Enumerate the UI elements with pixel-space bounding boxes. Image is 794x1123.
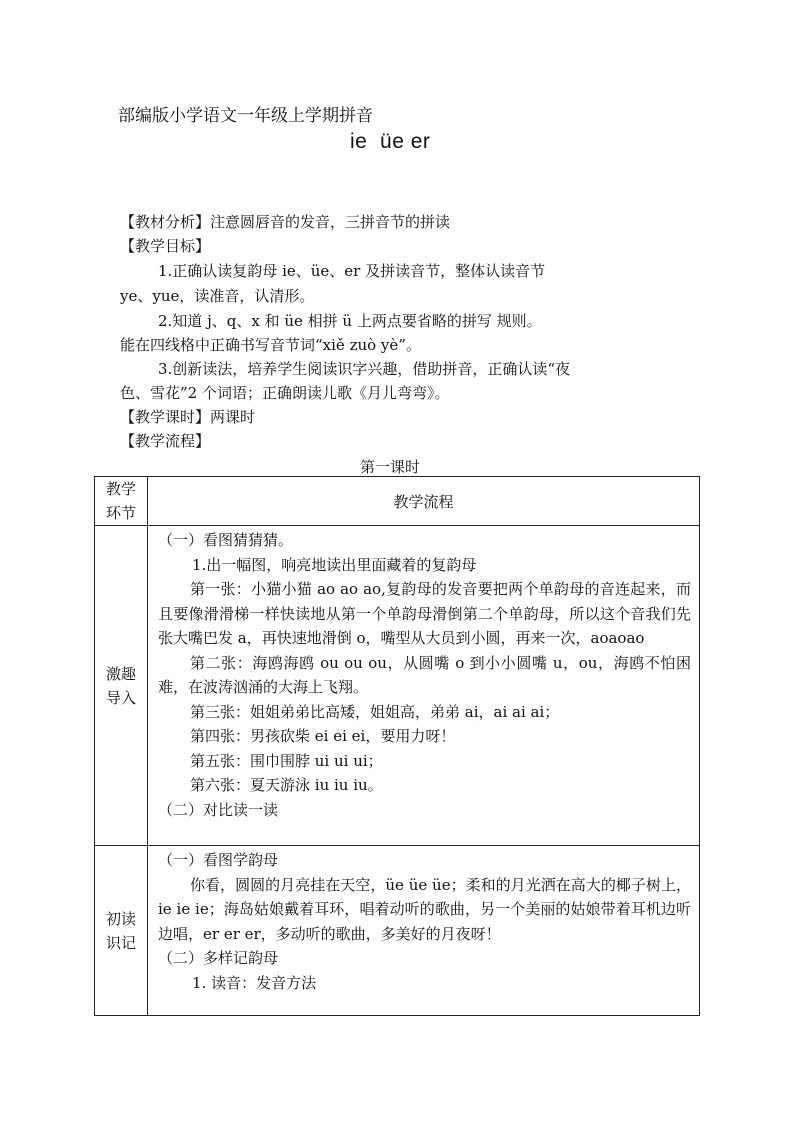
section-label-cell: [95, 846, 148, 1016]
content-line: 第三张：姐姐弟弟比高矮，姐姐高，弟弟 ai，ai ai ai；: [190, 702, 560, 721]
column-header-process-label: 教学流程: [393, 492, 454, 511]
column-header-stage-label: 教学 环节: [105, 480, 136, 522]
goal-1-line-a: 1.正确认读复韵母 ie、üe、er 及拼读音节，整体认读音节: [158, 262, 546, 280]
content-line: 第五张：围巾围脖 ui ui ui；: [190, 751, 383, 770]
lesson-label: 第一课时: [360, 458, 421, 476]
goals-heading: 【教学目标】: [120, 237, 211, 255]
content-line: 你看，圆圆的月亮挂在天空，üe üe üe；柔和的月光洒在高大的椰子树上，ie ie ie；海岛姑娘戴着耳环，唱着动听的歌曲，另一个美丽的姑娘带着耳机边听边唱，er er er，多动听的歌曲，多美好的月夜呀！: [158, 875, 691, 943]
column-header-process: [148, 477, 700, 526]
section-label: 初读 识记: [105, 909, 136, 952]
column-header-stage: [95, 477, 148, 526]
series-title: 部编版小学语文一年级上学期拼音: [118, 106, 373, 126]
goal-2-line-a: 2.知道 j、q、x 和 üe 相拼 ü 上两点要省略的拼写 规则。: [158, 312, 542, 330]
content-line: （一）看图猜猜猜。: [158, 531, 294, 549]
table-header-row: [95, 477, 700, 526]
section-label-cell: [95, 526, 148, 846]
process-heading: 【教学流程】: [120, 432, 211, 450]
goal-1-line-b: ye、yue，读准音，认清形。: [120, 287, 315, 305]
goal-3-line-a: 3.创新读法，培养学生阅读识字兴趣，借助拼音，正确认读“夜: [158, 360, 570, 378]
content-line: （二）对比读一读: [158, 800, 279, 819]
goal-3-line-b: 色、雪花”2 个词语；正确朗读儿歌《月儿弯弯》。: [120, 384, 450, 402]
content-line: 第一张：小猫小猫 ao ao ao,复韵母的发音要把两个单韵母的音连起来，而且要像滑滑梯一样快读地从第一个单韵母滑倒第二个单韵母，所以这个音我们先张大嘴巴发 a，再快速地滑倒 o，嘴型从大员到小圆，再来一次，aoaoao: [158, 580, 691, 647]
section-content-cell: [148, 526, 700, 846]
section-content-cell: [148, 846, 700, 1016]
content-line: 第六张：夏天游泳 iu iu iu。: [190, 776, 383, 794]
material-analysis: 【教材分析】注意圆唇音的发音，三拼音节的拼读: [120, 213, 451, 231]
content-line: （二）多样记韵母: [158, 949, 279, 967]
table-row: [95, 526, 700, 846]
content-line: 第二张：海鸥海鸥 ou ou ou，从圆嘴 o 到小小圆嘴 u，ou，海鸥不怕困难，在波涛汹涌的大海上飞翔。: [158, 653, 691, 696]
teaching-process-table: [94, 476, 700, 1016]
content-line: （一）看图学韵母: [158, 851, 279, 869]
goal-2-line-b: 能在四线格中正确书写音节词“xiě zuò yè”。: [120, 336, 421, 354]
class-hours: 【教学课时】两课时: [120, 408, 256, 426]
content-line: 第四张：男孩砍柴 ei ei ei，要用力呀！: [190, 727, 456, 745]
content-line: 1.出一幅图，响亮地读出里面藏着的复韵母: [192, 555, 477, 574]
section-label: 激趣 导入: [105, 664, 136, 707]
lesson-title: ie üe er: [350, 130, 431, 153]
table-row: [95, 846, 700, 1016]
content-line: 1. 读音：发音方法: [192, 973, 317, 992]
